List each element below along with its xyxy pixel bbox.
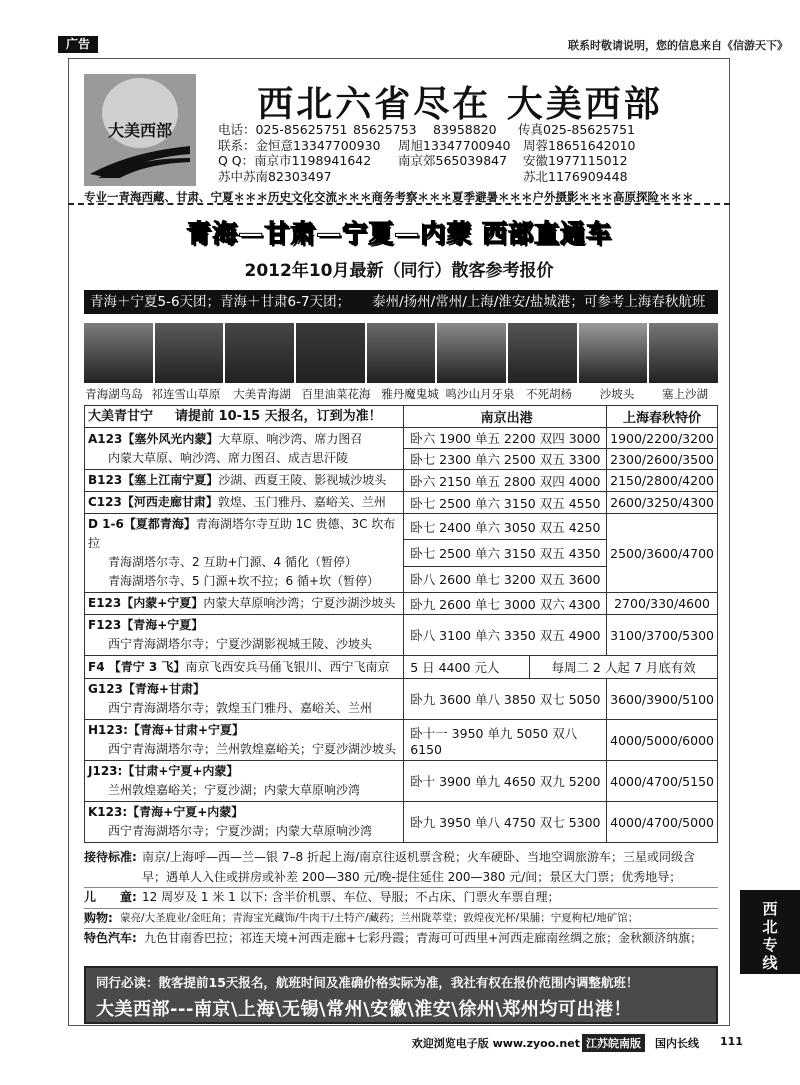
- photo-qilian: [155, 323, 224, 383]
- info-section: [84, 848, 718, 949]
- caption: 沙坡头: [599, 387, 635, 401]
- caption: 塞上沙湖: [662, 387, 708, 401]
- ad-tag: 广告: [58, 36, 98, 53]
- qq-suzhong: 苏中苏南82303497: [218, 168, 332, 184]
- contact-zhouxu: 周旭13347700940: [398, 137, 511, 153]
- photo-strip: [84, 323, 718, 383]
- caption: 雅丹魔鬼城: [381, 387, 439, 401]
- phone-2: 85625753: [353, 122, 417, 137]
- tour-summary-left: 青海＋宁夏5-6天团；青海＋甘肃6-7天团；: [90, 294, 351, 310]
- caption: 鸣沙山月牙泉: [445, 387, 515, 401]
- headline: 西北六省尽在 大美西部: [257, 83, 663, 125]
- footer-site: 欢迎浏览电子版 www.zyoo.net: [411, 1037, 580, 1050]
- banner-subtitle: 2012年10月最新（同行）散客参考报价: [244, 261, 554, 281]
- car-row: 特色汽车: 九色甘南香巴拉；祁连天境+河西走廊+七彩丹霞；青海可可西里+河西走廊南丝绸之旅；金秋额济纳旗；: [84, 931, 703, 945]
- table-row: F123【青海+宁夏】 西宁青海湖塔尔寺；宁夏沙湖影视城王陵、沙坡头 卧八 3100 单六 3350 双五 4900 3100/3700/5300: [85, 615, 718, 656]
- photo-sand-lake: [649, 323, 718, 383]
- page-footer: [0, 1032, 800, 1054]
- bottom-notice: [84, 966, 718, 1024]
- page-number: 111: [720, 1035, 743, 1048]
- booking-rules: 同行必读：散客提前15天报名，航班时间及准确价格实际为准，我社有权在报价范围内调整航班！: [96, 975, 639, 990]
- footer-section: 国内长线: [655, 1037, 699, 1050]
- section-side-tab: 西北专线: [740, 890, 800, 974]
- fax: 传真025-85625751: [518, 122, 635, 137]
- photo-yardang: [367, 323, 436, 383]
- price-table: [84, 405, 718, 843]
- caption: 大美青海湖: [233, 387, 291, 401]
- table-row: H123:【青海+甘肃+宁夏】 西宁青海湖塔尔寺；兰州敦煌嘉峪关；宁夏沙湖沙坡头 卧十一 3950 单九 5050 双八 6150 4000/5000/6000: [85, 720, 718, 761]
- reception-row: 接待标准: 南京/上海呼—西—兰—银 7–8 折起上海/南京往返机票含税；火车硬卧、当地空调旅游车；三星或同级含早；遇单人入住或拼房或补差 200—380 元/晚-提住延住 200—380 元/间；景区大门票；优秀地导；: [84, 848, 718, 888]
- banner-title: 青海—甘肃—宁夏—内蒙 西部直通车: [186, 219, 612, 248]
- specialty-line: 专业一青海西藏、甘肃、宁夏＊＊＊历史文化交流＊＊＊商务考察＊＊＊夏季避暑＊＊＊户外摄影＊＊＊高原探险＊＊＊: [84, 190, 694, 204]
- table-row: G123【青海+甘肃】 西宁青海湖塔尔寺；敦煌玉门雅丹、嘉峪关、兰州 卧九 3600 单八 3850 双七 5050 3600/3900/5100: [85, 679, 718, 720]
- caption: 祁连雪山草原: [151, 387, 221, 401]
- table-row: D 1-6【夏都青海】青海湖塔尔寺互助 1C 贵德、3C 坎布拉 青海湖塔尔寺、2 互助+门源、4 循化（暂停） 青海湖塔尔寺、5 门源+坎不拉；6 循+坎（暂停） 卧七 2400 单六 3050 双五 4250 2500/3600/4700: [85, 514, 718, 540]
- table-row: A123【塞外风光内蒙】大草原、响沙湾、席力图召 内蒙大草原、响沙湾、席力图召、成吉思汗陵 卧六 1900 单五 2200 双四 3000 1900/2200/3200: [85, 428, 718, 449]
- tour-summary-right: 泰州/扬州/常州/上海/淮安/盐城港；可参考上海春秋航班: [372, 294, 706, 310]
- col-nanjing: 南京出港: [404, 406, 607, 428]
- qq-anhui: 安徽1977115012: [523, 153, 628, 168]
- top-bar: [0, 0, 800, 57]
- caption: 百里油菜花海: [301, 387, 371, 401]
- table-row: C123【河西走廊甘肃】敦煌、玉门雅丹、嘉峪关、兰州 卧七 2500 单六 3150 双五 4550 2600/3250/4300: [85, 492, 718, 514]
- photo-rapeseed: [296, 323, 365, 383]
- phone-main: 电话：025-85625751: [218, 122, 348, 137]
- table-row: K123:【青海+宁夏+内蒙】 西宁青海湖塔尔寺；宁夏沙湖；内蒙大草原响沙湾 卧九 3950 单八 4750 双七 5300 4000/4700/5000: [85, 802, 718, 843]
- col-shanghai: 上海春秋特价: [607, 406, 718, 428]
- table-row: 卧七 2300 单六 2500 双五 3300 2300/2600/3500: [85, 449, 718, 470]
- contact-block: [218, 122, 728, 184]
- qq-nanjing: Q Q：南京市1198941642: [218, 153, 372, 168]
- photo-populus: [508, 323, 577, 383]
- photo-captions: [84, 386, 718, 402]
- table-row: 卧八 2600 单七 3200 双五 3600: [85, 566, 718, 592]
- footer-edition: 江苏皖南版: [582, 1034, 645, 1052]
- table-header: [85, 406, 718, 428]
- caption: 不死胡杨: [526, 387, 572, 401]
- table-row: E123【内蒙+宁夏】内蒙大草原响沙湾；宁夏沙湖沙坡头 卧九 2600 单七 3000 双六 4300 2700/330/4600: [85, 593, 718, 615]
- table-row: B123【塞上江南宁夏】沙湖、西夏王陵、影视城沙坡头 卧六 2150 单五 2800 双四 4000 2150/2800/4200: [85, 470, 718, 492]
- booking-notice: 请提前 10-15 天报名，订到为准！: [175, 409, 382, 424]
- departure-cities: 大美西部---南京\上海\无锡\常州\安徽\淮安\徐州\郑州均可出港！: [96, 999, 632, 1020]
- company-logo: [84, 74, 196, 186]
- qq-nanjing-suburb: 南京郊565039847: [398, 153, 508, 168]
- table-row: 卧七 2500 单六 3150 双五 4350: [85, 540, 718, 566]
- shopping-row: 购物: 蒙亮/大圣鹿业/金旺角；青海宝光藏饰/牛肉干/土特产/藏药；兰州陇萃堂；敦煌夜光杯/果脯；宁夏枸杞/地矿馆；: [84, 909, 718, 930]
- table-row: J123:【甘肃+宁夏+内蒙】 兰州敦煌嘉峪关；宁夏沙湖；内蒙大草原响沙湾 卧十 3900 单九 4650 双九 5200 4000/4700/5150: [85, 761, 718, 802]
- phone-3: 83958820: [433, 122, 497, 137]
- child-row: 儿 童: 12 周岁及 1 米 1 以下: 含半价机票、车位、导服；不占床、门票火车票自理；: [84, 888, 718, 909]
- contact-jin: 联系：金恒意13347700930: [218, 137, 381, 153]
- table-row: F4 【青宁 3 飞】南京飞西安兵马俑飞银川、西宁飞南京 5 日 4400 元人 每周二 2 人起 7 月底有效: [85, 656, 718, 679]
- dashed-divider: [68, 203, 730, 205]
- photo-bird-island: [84, 323, 153, 383]
- road-icon: [90, 144, 190, 178]
- caption: 青海湖鸟岛: [85, 387, 143, 401]
- tour-summary-bar: [84, 290, 718, 314]
- photo-qinghai-lake: [225, 323, 294, 383]
- photo-crescent-spring: [437, 323, 506, 383]
- contact-zhourong: 周蓉18651642010: [523, 137, 636, 153]
- logo-text: 大美西部: [107, 121, 172, 140]
- brand-label: 大美青甘宁: [88, 409, 154, 424]
- source-notice: 联系时敬请说明，您的信息来自《信游天下》: [568, 39, 788, 52]
- photo-shapotou: [579, 323, 648, 383]
- qq-subei: 苏北1176909448: [523, 168, 628, 184]
